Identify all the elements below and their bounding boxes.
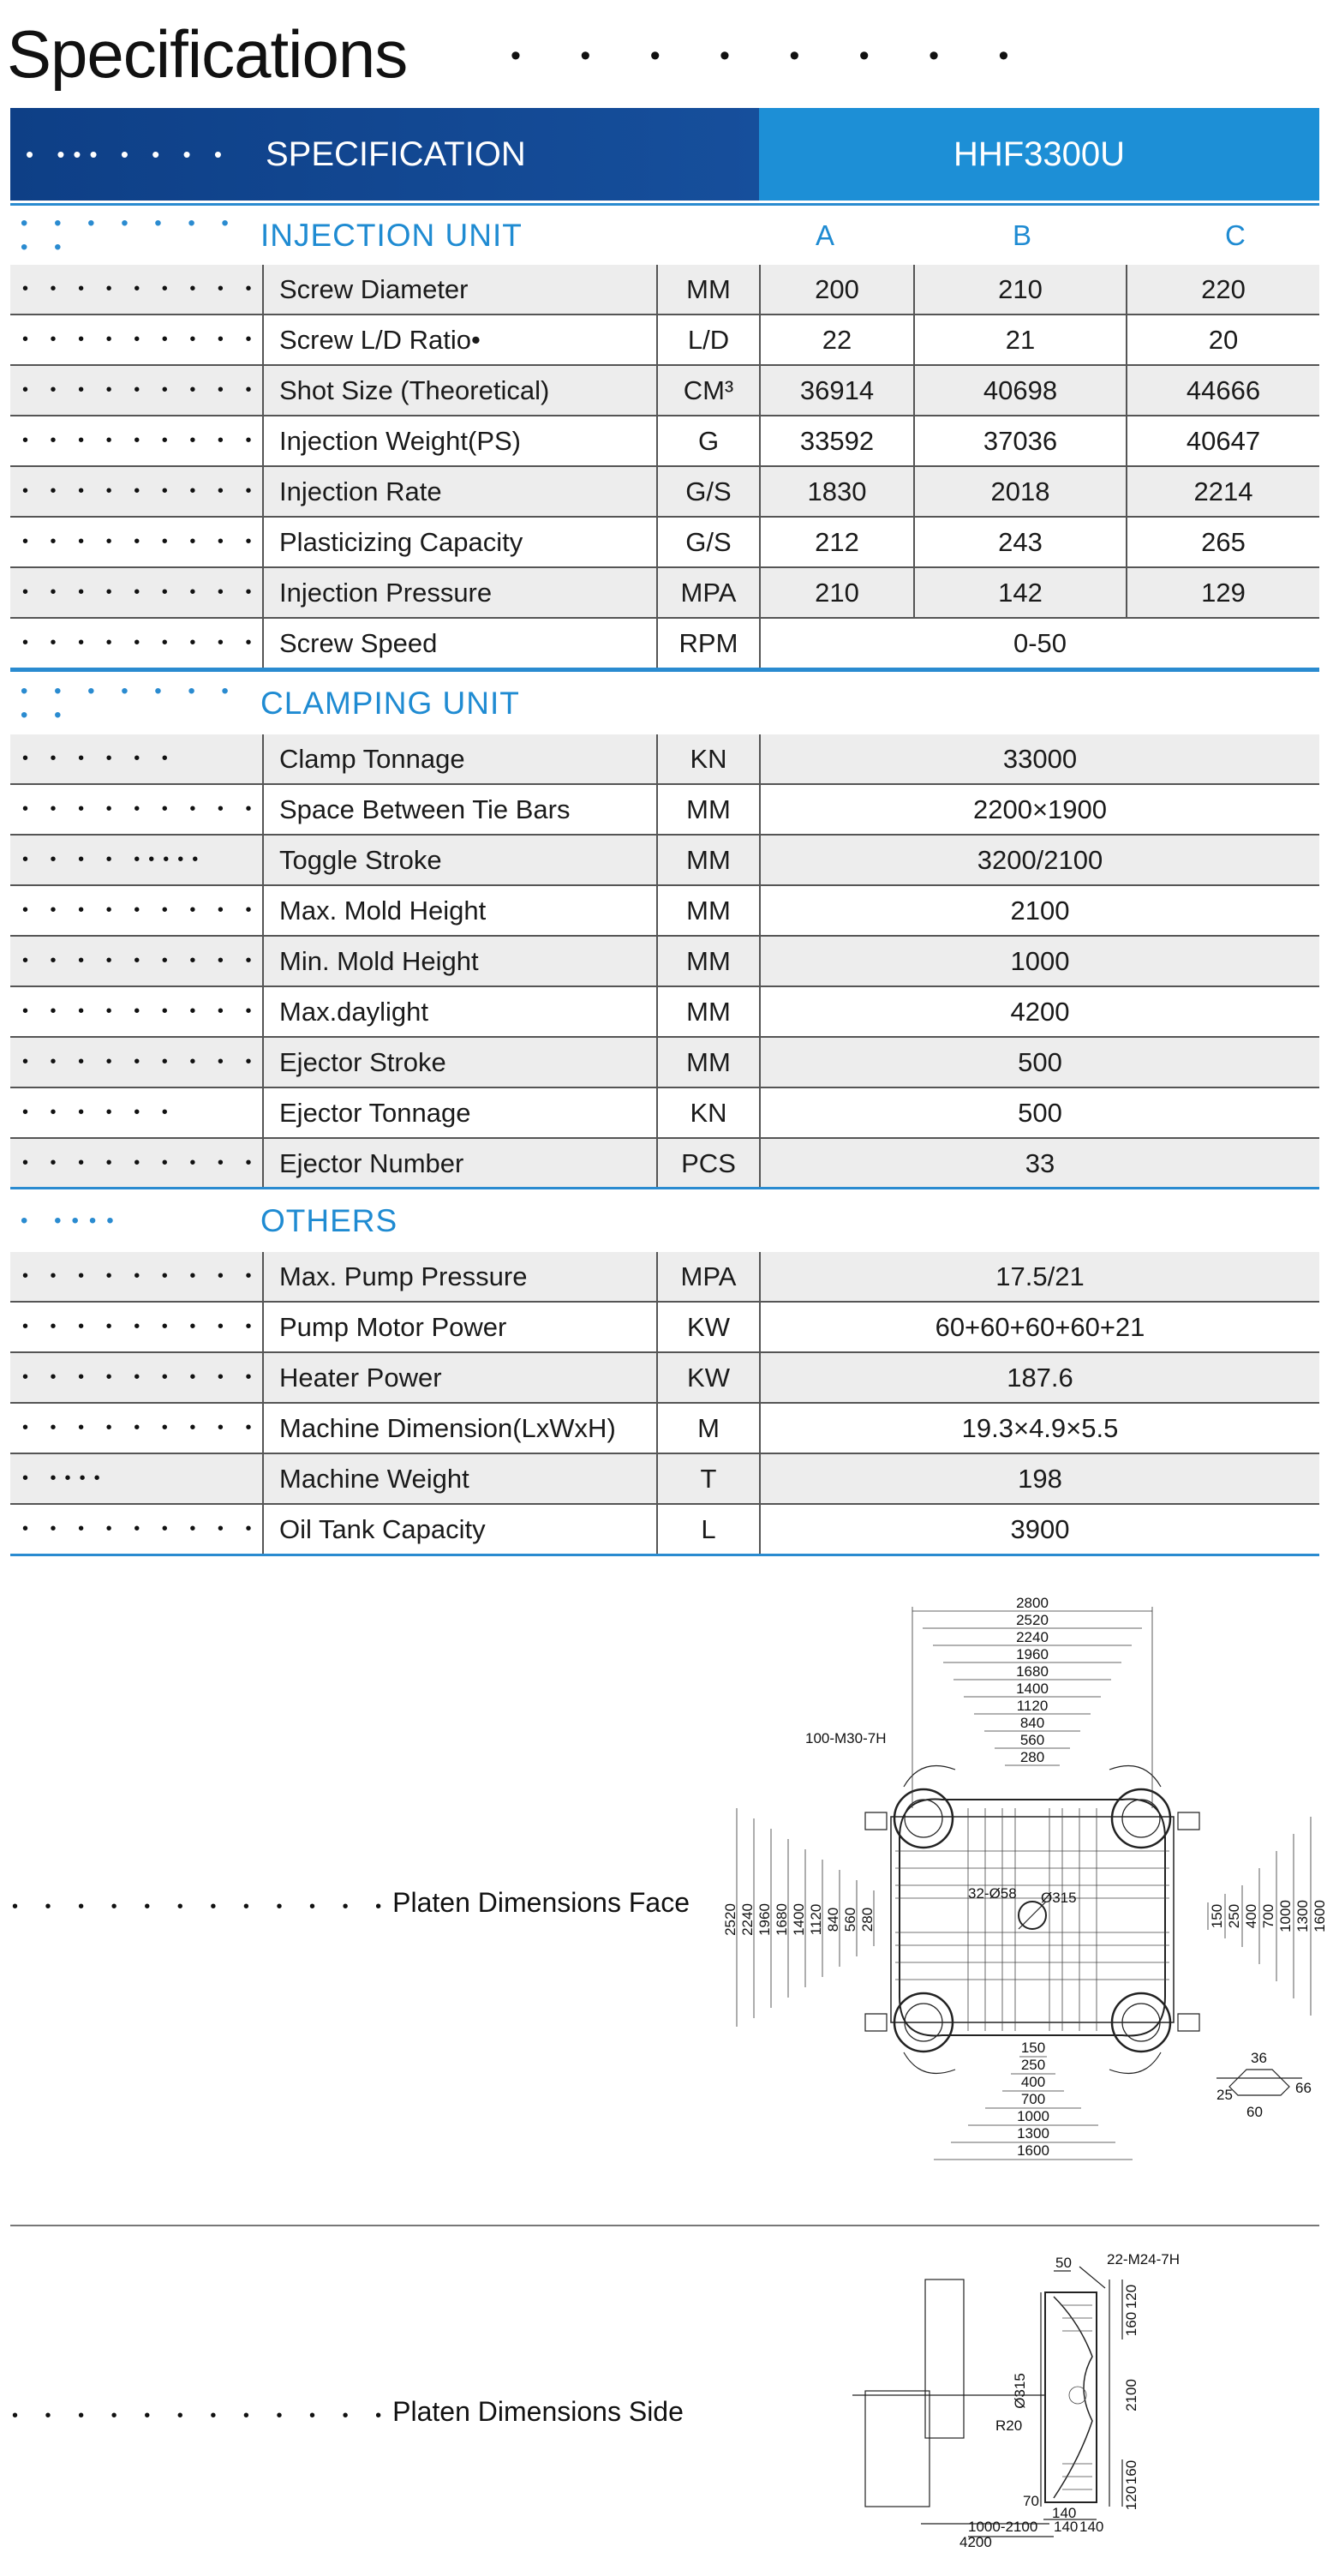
face-top-dim: 1960	[1016, 1646, 1049, 1662]
spec-row	[10, 885, 1319, 936]
spec-row	[10, 365, 1319, 416]
side-daylight: 1000-2100	[968, 2519, 1038, 2535]
row-dots: • • • • • • • • •	[10, 784, 263, 835]
side-bottom-dim: 140	[1052, 2505, 1077, 2521]
row-dots: • • • • • • • • •	[10, 517, 263, 567]
value-b: 21	[914, 315, 1127, 365]
spec-value: 60+60+60+60+21	[760, 1302, 1319, 1352]
face-bottom-dim: 400	[1020, 2074, 1046, 2090]
face-top-dim: 840	[1019, 1715, 1045, 1731]
row-dots: • • • • • • • • •	[10, 1252, 263, 1302]
spec-row	[10, 466, 1319, 517]
face-right-dim: 1300	[1294, 1900, 1311, 1932]
spec-unit: KW	[657, 1302, 760, 1352]
spec-name: Pump Motor Power	[263, 1302, 657, 1352]
spec-row	[10, 986, 1319, 1037]
section-injection	[10, 203, 1319, 268]
row-dots: • • • • • •	[10, 734, 263, 784]
spec-name: Injection Weight(PS)	[263, 416, 657, 466]
section-clamping	[10, 669, 1319, 738]
page-title: Specifications	[7, 16, 408, 92]
spec-row	[10, 1352, 1319, 1403]
platen-face-label	[12, 1887, 690, 1919]
row-dots: • • • • • • • • •	[10, 315, 263, 365]
side-bottom-dim: 70	[1023, 2493, 1039, 2509]
spec-unit: MM	[657, 885, 760, 936]
face-right-dim: 1600	[1312, 1900, 1328, 1932]
row-dots: • • • • • • • • •	[10, 466, 263, 517]
value-b: 2018	[914, 466, 1127, 517]
value-b: 40698	[914, 365, 1127, 416]
spec-unit: PCS	[657, 1138, 760, 1189]
section-clamping-label: CLAMPING UNIT	[260, 686, 520, 721]
spec-unit: MPA	[657, 1252, 760, 1302]
row-dots: • • • • • • • • •	[10, 416, 263, 466]
spec-value: 0-50	[760, 618, 1319, 669]
spec-name: Min. Mold Height	[263, 936, 657, 986]
spec-row	[10, 1037, 1319, 1087]
side-radius: R20	[995, 2417, 1023, 2434]
spec-unit: T	[657, 1453, 760, 1504]
row-dots: • • • • •••••	[10, 835, 263, 885]
spec-row	[10, 936, 1319, 986]
row-dots: • • • • • • • • •	[10, 986, 263, 1037]
face-bottom-dim: 700	[1020, 2091, 1046, 2107]
row-dots: • • • • • • • • •	[10, 936, 263, 986]
value-c: 20	[1127, 315, 1319, 365]
spec-name: Max. Mold Height	[263, 885, 657, 936]
spec-row	[10, 1403, 1319, 1453]
platen-face-dots: • • • • • • • • • • • •	[12, 1897, 393, 1916]
spec-unit: KN	[657, 734, 760, 784]
spec-name: Screw L/D Ratio•	[263, 315, 657, 365]
spec-row	[10, 784, 1319, 835]
side-right-dim: 120	[1123, 2485, 1139, 2511]
spec-name: Ejector Number	[263, 1138, 657, 1189]
spec-row	[10, 734, 1319, 784]
spec-row	[10, 265, 1319, 315]
row-dots: • ••••	[10, 1453, 263, 1504]
face-top-dim: 2240	[1016, 1629, 1049, 1645]
side-right-dim: 120	[1123, 2284, 1139, 2309]
spec-name: Shot Size (Theoretical)	[263, 365, 657, 416]
value-b: 210	[914, 265, 1127, 315]
section-injection-dots: • • • • • • • • •	[21, 212, 239, 259]
clamping-table	[10, 734, 1319, 1190]
spec-unit: G/S	[657, 466, 760, 517]
face-left-dim: 1960	[756, 1903, 773, 1936]
face-right-dim: 1000	[1277, 1900, 1294, 1932]
face-slot-dim: 66	[1295, 2080, 1312, 2096]
spec-unit: G	[657, 416, 760, 466]
title-dots: • • • • • • • •	[511, 39, 1035, 72]
col-b-label: B	[1013, 219, 1032, 251]
spec-value: 33	[760, 1138, 1319, 1189]
spec-unit: MM	[657, 784, 760, 835]
face-slot-dim: 60	[1246, 2104, 1263, 2120]
spec-name: Oil Tank Capacity	[263, 1504, 657, 1555]
face-left-dim: 560	[842, 1907, 858, 1932]
injection-table	[10, 265, 1319, 670]
spec-name: Max.daylight	[263, 986, 657, 1037]
face-top-dim: 1680	[1016, 1663, 1049, 1680]
spec-name: Plasticizing Capacity	[263, 517, 657, 567]
col-a-label: A	[816, 219, 835, 251]
platen-side-drawing	[848, 2245, 1259, 2554]
face-center-dia: Ø315	[1041, 1890, 1077, 1906]
spec-name: Machine Weight	[263, 1453, 657, 1504]
platen-side-text: Platen Dimensions Side	[392, 2396, 684, 2427]
spec-value: 187.6	[760, 1352, 1319, 1403]
spec-name: Screw Diameter	[263, 265, 657, 315]
face-bottom-dim: 150	[1020, 2040, 1046, 2056]
section-clamping-dots: • • • • • • • • •	[21, 680, 239, 727]
row-dots: • • • • • • • • •	[10, 265, 263, 315]
spec-row	[10, 1087, 1319, 1138]
section-others-label: OTHERS	[260, 1203, 398, 1238]
spec-value: 198	[760, 1453, 1319, 1504]
spec-header-left	[10, 108, 759, 201]
side-dia: Ø315	[1012, 2373, 1028, 2409]
face-top-dim: 280	[1019, 1749, 1045, 1765]
spec-value: 17.5/21	[760, 1252, 1319, 1302]
row-dots: • • • • • • • • •	[10, 1504, 263, 1555]
face-right-dim: 250	[1226, 1903, 1242, 1929]
row-dots: • • • • • • • • •	[10, 1403, 263, 1453]
row-dots: • • • • • • • • •	[10, 618, 263, 669]
spec-row	[10, 567, 1319, 618]
row-dots: • • • • • •	[10, 1087, 263, 1138]
others-table	[10, 1252, 1319, 1556]
spec-row	[10, 1138, 1319, 1189]
spec-unit: KN	[657, 1087, 760, 1138]
spec-value: 500	[760, 1037, 1319, 1087]
face-top-dim: 2800	[1016, 1595, 1049, 1611]
spec-name: Injection Pressure	[263, 567, 657, 618]
value-a: 212	[760, 517, 914, 567]
spec-name: Space Between Tie Bars	[263, 784, 657, 835]
row-dots: • • • • • • • • •	[10, 1352, 263, 1403]
row-dots: • • • • • • • • •	[10, 365, 263, 416]
side-top-dim: 50	[1055, 2255, 1072, 2271]
value-c: 265	[1127, 517, 1319, 567]
spec-unit: MM	[657, 936, 760, 986]
face-left-dim: 1680	[774, 1903, 790, 1936]
spec-row	[10, 1252, 1319, 1302]
spec-row	[10, 416, 1319, 466]
section-others-dots: • ••••	[21, 1209, 124, 1232]
face-left-dim: 1400	[791, 1903, 807, 1936]
spec-unit: MPA	[657, 567, 760, 618]
spec-value: 19.3×4.9×5.5	[760, 1403, 1319, 1453]
side-bottom-dim: 140	[1079, 2519, 1104, 2535]
face-left-dim: 840	[825, 1907, 841, 1932]
spec-unit: CM³	[657, 365, 760, 416]
platen-face-text: Platen Dimensions Face	[392, 1887, 690, 1918]
spec-unit: RPM	[657, 618, 760, 669]
value-b: 243	[914, 517, 1127, 567]
value-c: 129	[1127, 567, 1319, 618]
face-slot-dim: 36	[1251, 2050, 1267, 2066]
face-left-dim: 280	[859, 1907, 876, 1932]
value-c: 220	[1127, 265, 1319, 315]
face-bottom-dim: 1300	[1017, 2125, 1049, 2142]
value-b: 37036	[914, 416, 1127, 466]
spec-header-label: SPECIFICATION	[266, 135, 526, 173]
face-center-note: 32-Ø58	[968, 1885, 1017, 1902]
row-dots: • • • • • • • • •	[10, 1302, 263, 1352]
value-c: 40647	[1127, 416, 1319, 466]
spec-unit: L/D	[657, 315, 760, 365]
face-right-dim: 400	[1243, 1903, 1259, 1929]
spec-row	[10, 517, 1319, 567]
side-right-dim: 2100	[1123, 2379, 1139, 2411]
side-bottom-dim: 140	[1054, 2519, 1079, 2535]
value-a: 22	[760, 315, 914, 365]
face-right-dim: 150	[1209, 1903, 1225, 1929]
spec-value: 2100	[760, 885, 1319, 936]
spec-value: 33000	[760, 734, 1319, 784]
face-hole-note: 100-M30-7H	[805, 1730, 887, 1746]
spec-name: Max. Pump Pressure	[263, 1252, 657, 1302]
face-left-dim: 2520	[722, 1903, 738, 1936]
face-bottom-dim: 1000	[1017, 2108, 1049, 2124]
value-a: 1830	[760, 466, 914, 517]
spec-name: Clamp Tonnage	[263, 734, 657, 784]
spec-unit: KW	[657, 1352, 760, 1403]
platen-side-label	[12, 2396, 684, 2428]
value-a: 36914	[760, 365, 914, 416]
face-top-dim: 1120	[1016, 1698, 1049, 1714]
side-overall: 4200	[959, 2534, 992, 2550]
diagram-divider	[10, 2225, 1319, 2226]
spec-name: Toggle Stroke	[263, 835, 657, 885]
spec-row	[10, 618, 1319, 669]
spec-unit: MM	[657, 265, 760, 315]
side-thread-note: 22-M24-7H	[1107, 2251, 1181, 2267]
value-c: 44666	[1127, 365, 1319, 416]
face-bottom-dim: 250	[1020, 2057, 1046, 2073]
spec-unit: MM	[657, 835, 760, 885]
model-name: HHF3300U	[759, 108, 1319, 201]
face-right-dim: 700	[1260, 1903, 1276, 1929]
spec-value: 3900	[760, 1504, 1319, 1555]
spec-row	[10, 1504, 1319, 1555]
value-a: 33592	[760, 416, 914, 466]
side-right-dim: 160	[1123, 2311, 1139, 2337]
spec-name: Machine Dimension(LxWxH)	[263, 1403, 657, 1453]
spec-row	[10, 835, 1319, 885]
section-injection-label: INJECTION UNIT	[260, 218, 523, 253]
section-others	[10, 1187, 1319, 1255]
spec-name: Injection Rate	[263, 466, 657, 517]
value-c: 2214	[1127, 466, 1319, 517]
spec-unit: L	[657, 1504, 760, 1555]
value-b: 142	[914, 567, 1127, 618]
row-dots: • • • • • • • • •	[10, 1138, 263, 1189]
spec-name: Ejector Stroke	[263, 1037, 657, 1087]
value-a: 210	[760, 567, 914, 618]
spec-name: Ejector Tonnage	[263, 1087, 657, 1138]
spec-value: 500	[760, 1087, 1319, 1138]
col-c-label: C	[1225, 219, 1246, 251]
face-top-dim: 1400	[1016, 1680, 1049, 1697]
spec-name: Screw Speed	[263, 618, 657, 669]
spec-unit: MM	[657, 986, 760, 1037]
face-left-dim: 1120	[808, 1903, 824, 1936]
spec-value: 2200×1900	[760, 784, 1319, 835]
platen-side-dots: • • • • • • • • • • • •	[12, 2406, 393, 2425]
row-dots: • • • • • • • • •	[10, 567, 263, 618]
value-a: 200	[760, 265, 914, 315]
spec-header-dots: • ••• • • • •	[26, 141, 230, 167]
spec-unit: G/S	[657, 517, 760, 567]
face-top-dim: 560	[1019, 1732, 1045, 1748]
face-slot-dim: 25	[1216, 2087, 1233, 2103]
spec-value: 3200/2100	[760, 835, 1319, 885]
spec-unit: M	[657, 1403, 760, 1453]
spec-header	[10, 108, 1319, 201]
side-right-dim: 160	[1123, 2459, 1139, 2485]
spec-row	[10, 1302, 1319, 1352]
spec-row	[10, 1453, 1319, 1504]
face-top-dim: 2520	[1016, 1612, 1049, 1628]
spec-value: 4200	[760, 986, 1319, 1037]
face-left-dim: 2240	[739, 1903, 756, 1936]
spec-value: 1000	[760, 936, 1319, 986]
spec-name: Heater Power	[263, 1352, 657, 1403]
spec-row	[10, 315, 1319, 365]
spec-unit: MM	[657, 1037, 760, 1087]
platen-face-drawing	[711, 1594, 1328, 2194]
row-dots: • • • • • • • • •	[10, 885, 263, 936]
row-dots: • • • • • • • • •	[10, 1037, 263, 1087]
face-bottom-dim: 1600	[1017, 2142, 1049, 2159]
